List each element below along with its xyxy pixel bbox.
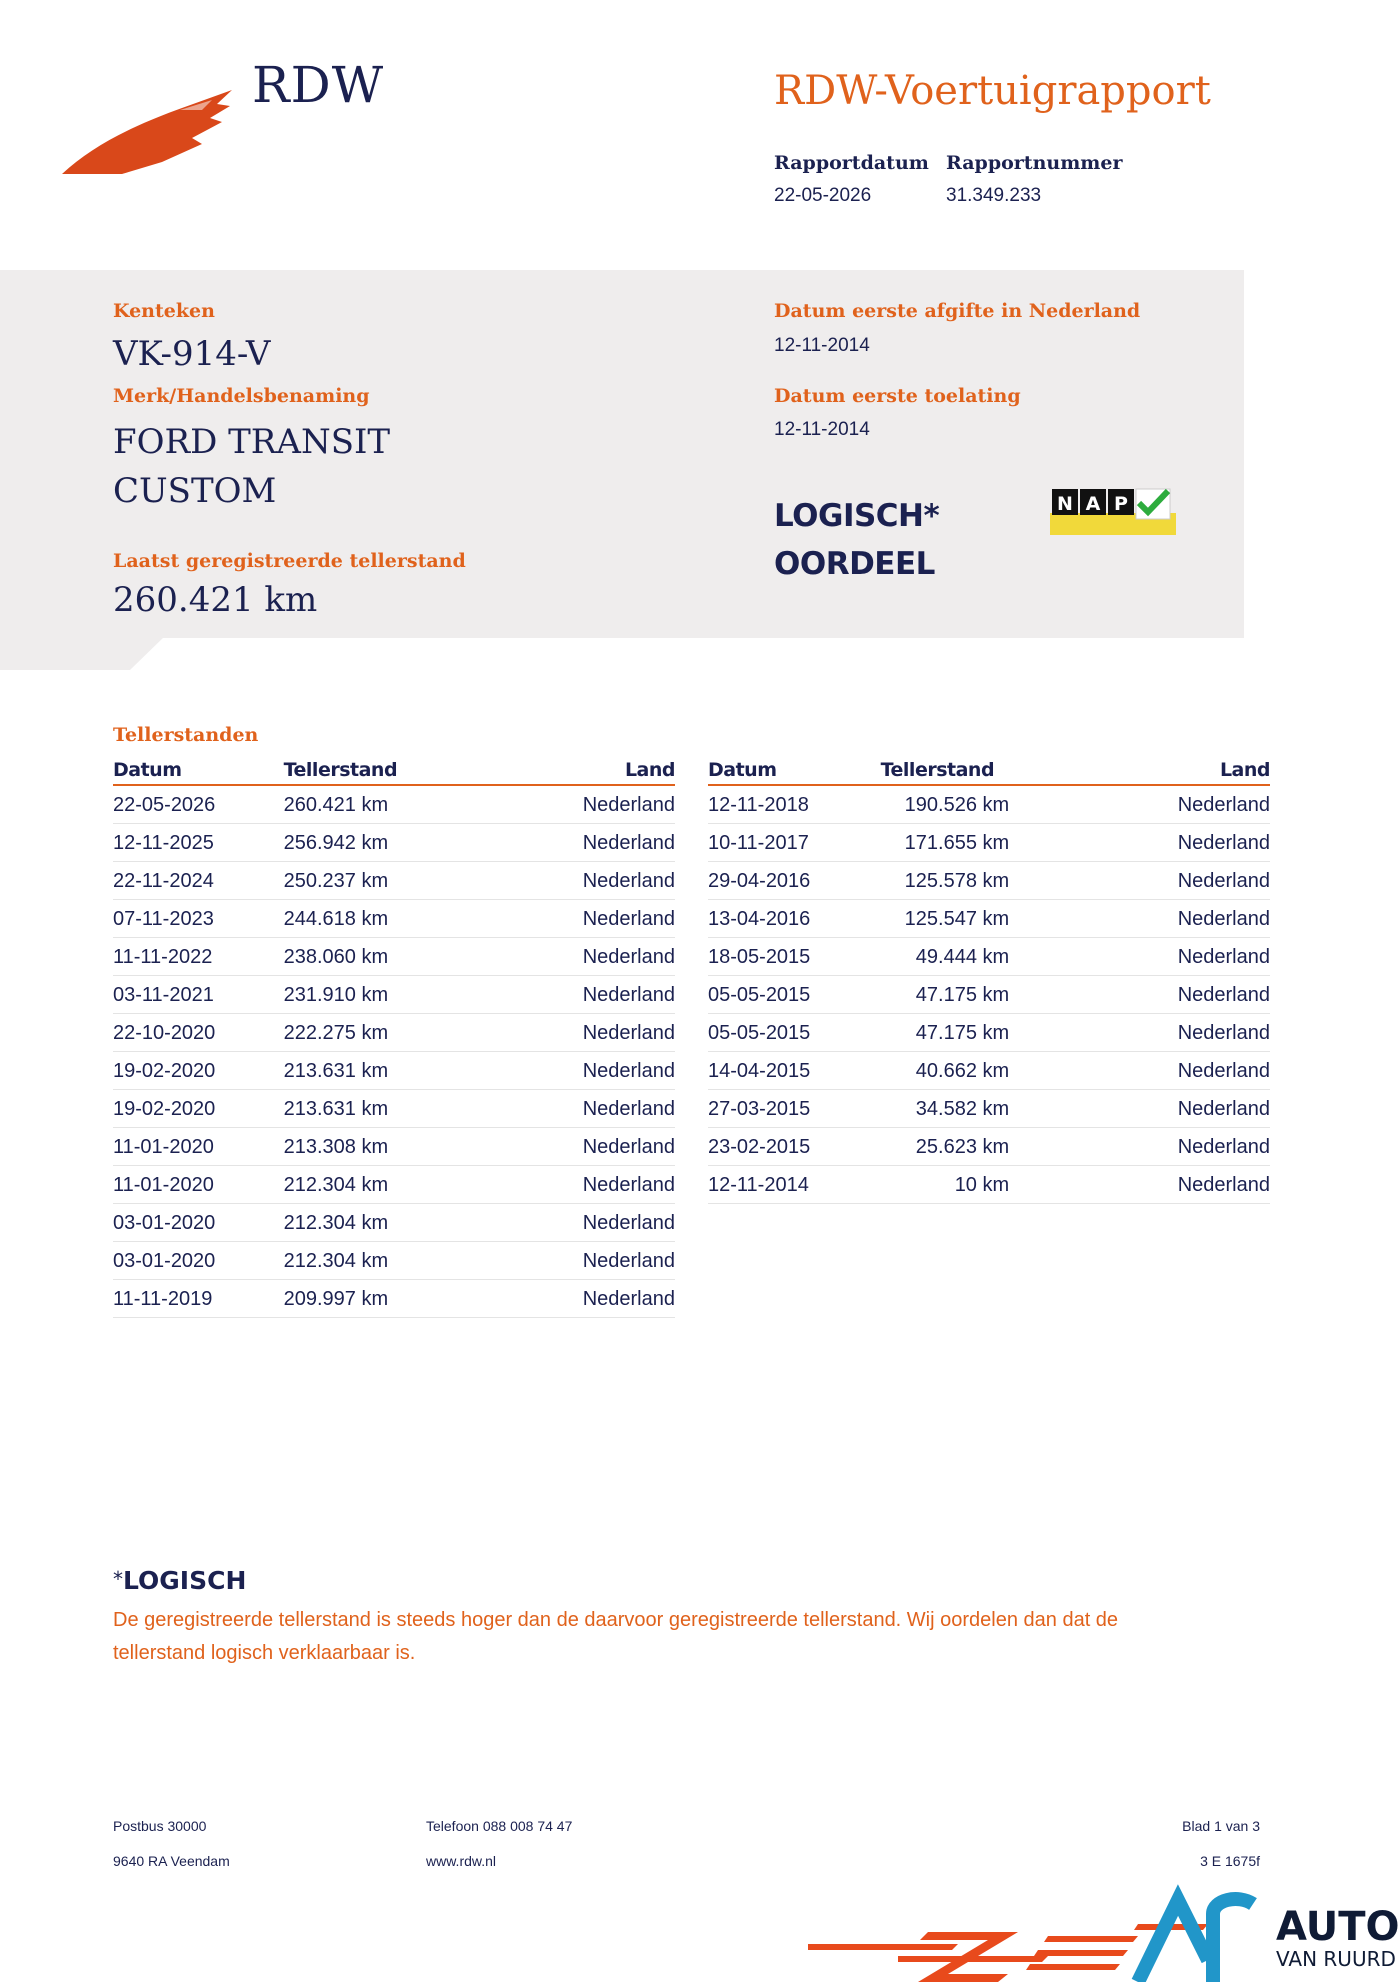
rapportnummer-value: 31.349.233	[946, 185, 1042, 206]
tellerstanden-table-left	[113, 758, 675, 1318]
row-datum: 05-05-2015	[708, 1014, 879, 1052]
tellerstand-label: Laatst geregistreerde tellerstand	[113, 550, 466, 572]
row-datum: 18-05-2015	[708, 938, 879, 976]
row-tellerstand: 256.942 km	[284, 824, 445, 862]
row-datum: 12-11-2018	[708, 785, 879, 824]
nap-letter-n: N	[1057, 493, 1073, 515]
column-header-tellerstand: Tellerstand	[879, 758, 1040, 785]
row-datum: 03-01-2020	[113, 1204, 284, 1242]
tellerstanden-title: Tellerstanden	[113, 724, 259, 746]
row-datum: 11-01-2020	[113, 1166, 284, 1204]
table-row	[113, 824, 675, 862]
row-tellerstand: 209.997 km	[284, 1280, 445, 1318]
row-tellerstand: 238.060 km	[284, 938, 445, 976]
row-land: Nederland	[444, 862, 675, 900]
row-datum: 22-05-2026	[113, 785, 284, 824]
nap-letter-p: P	[1114, 493, 1128, 515]
row-tellerstand: 212.304 km	[284, 1166, 445, 1204]
table-row	[113, 900, 675, 938]
row-datum: 12-11-2025	[113, 824, 284, 862]
row-tellerstand: 213.631 km	[284, 1090, 445, 1128]
note-asterisk: *	[113, 1567, 123, 1591]
row-land: Nederland	[444, 1052, 675, 1090]
table-row	[708, 1128, 1270, 1166]
table-header-row	[113, 758, 675, 785]
afgifte-value: 12-11-2014	[774, 335, 870, 356]
table-row	[708, 976, 1270, 1014]
row-tellerstand: 212.304 km	[284, 1204, 445, 1242]
row-land: Nederland	[444, 785, 675, 824]
footer-postbus: Postbus 30000	[113, 1818, 207, 1834]
kenteken-label: Kenteken	[113, 300, 215, 322]
row-datum: 14-04-2015	[708, 1052, 879, 1090]
panel-notch-shape	[0, 636, 165, 670]
table-row	[708, 1090, 1270, 1128]
row-tellerstand: 213.631 km	[284, 1052, 445, 1090]
column-header-datum: Datum	[113, 758, 284, 785]
oordeel-line1: LOGISCH*	[774, 498, 940, 534]
row-land: Nederland	[1039, 862, 1270, 900]
kenteken-value: VK-914-V	[113, 334, 271, 374]
merk-value-line2: CUSTOM	[113, 471, 277, 511]
row-datum: 29-04-2016	[708, 862, 879, 900]
row-land: Nederland	[1039, 1128, 1270, 1166]
row-tellerstand: 190.526 km	[879, 785, 1040, 824]
row-land: Nederland	[444, 900, 675, 938]
row-land: Nederland	[1039, 785, 1270, 824]
table-row	[113, 1166, 675, 1204]
table-row	[708, 1052, 1270, 1090]
row-datum: 10-11-2017	[708, 824, 879, 862]
table-row	[113, 1128, 675, 1166]
row-land: Nederland	[444, 1090, 675, 1128]
rdw-logo-text: RDW	[252, 56, 385, 114]
row-tellerstand: 49.444 km	[879, 938, 1040, 976]
table-row	[708, 938, 1270, 976]
rapportdatum-label: Rapportdatum	[774, 152, 929, 174]
row-datum: 12-11-2014	[708, 1166, 879, 1204]
row-land: Nederland	[444, 1242, 675, 1280]
row-datum: 19-02-2020	[113, 1090, 284, 1128]
tellerstand-value: 260.421 km	[113, 580, 318, 620]
row-tellerstand: 222.275 km	[284, 1014, 445, 1052]
table-row	[708, 1166, 1270, 1204]
table-header-row	[708, 758, 1270, 785]
row-datum: 11-11-2022	[113, 938, 284, 976]
row-land: Nederland	[1039, 1052, 1270, 1090]
row-land: Nederland	[444, 976, 675, 1014]
row-datum: 19-02-2020	[113, 1052, 284, 1090]
watermark-line1: AUTO	[1276, 1904, 1400, 1950]
table-row	[708, 824, 1270, 862]
row-datum: 22-11-2024	[113, 862, 284, 900]
row-land: Nederland	[1039, 976, 1270, 1014]
table-row	[113, 1090, 675, 1128]
oordeel-block	[774, 492, 939, 588]
row-tellerstand: 250.237 km	[284, 862, 445, 900]
row-land: Nederland	[444, 824, 675, 862]
table-row	[113, 785, 675, 824]
rapportdatum-value: 22-05-2026	[774, 185, 872, 206]
row-tellerstand: 213.308 km	[284, 1128, 445, 1166]
row-land: Nederland	[444, 1166, 675, 1204]
table-row	[708, 1014, 1270, 1052]
row-datum: 22-10-2020	[113, 1014, 284, 1052]
column-header-datum: Datum	[708, 758, 879, 785]
row-land: Nederland	[1039, 1166, 1270, 1204]
auto-van-ruurd-watermark	[808, 1870, 1400, 1982]
merk-value-line1: FORD TRANSIT	[113, 422, 391, 462]
row-tellerstand: 260.421 km	[284, 785, 445, 824]
row-datum: 27-03-2015	[708, 1090, 879, 1128]
row-land: Nederland	[444, 1014, 675, 1052]
row-datum: 03-01-2020	[113, 1242, 284, 1280]
row-tellerstand: 25.623 km	[879, 1128, 1040, 1166]
row-land: Nederland	[444, 1204, 675, 1242]
footer-plaats: 9640 RA Veendam	[113, 1853, 230, 1869]
row-tellerstand: 125.547 km	[879, 900, 1040, 938]
row-datum: 05-05-2015	[708, 976, 879, 1014]
row-tellerstand: 47.175 km	[879, 976, 1040, 1014]
table-row	[708, 900, 1270, 938]
row-land: Nederland	[1039, 824, 1270, 862]
table-row	[113, 1052, 675, 1090]
table-row	[113, 1014, 675, 1052]
watermark-line2: VAN RUURD	[1276, 1947, 1396, 1971]
row-land: Nederland	[1039, 1014, 1270, 1052]
footer-website[interactable]: www.rdw.nl	[426, 1853, 497, 1869]
row-datum: 11-11-2019	[113, 1280, 284, 1318]
table-row	[113, 938, 675, 976]
row-tellerstand: 40.662 km	[879, 1052, 1040, 1090]
row-land: Nederland	[444, 1280, 675, 1318]
row-tellerstand: 10 km	[879, 1166, 1040, 1204]
toelating-value: 12-11-2014	[774, 419, 870, 440]
row-land: Nederland	[444, 1128, 675, 1166]
row-datum: 07-11-2023	[113, 900, 284, 938]
row-tellerstand: 212.304 km	[284, 1242, 445, 1280]
footer-blad: Blad 1 van 3	[1182, 1818, 1260, 1834]
column-header-land: Land	[1039, 758, 1270, 785]
footer-code: 3 E 1675f	[1200, 1853, 1260, 1869]
row-tellerstand: 47.175 km	[879, 1014, 1040, 1052]
column-header-tellerstand: Tellerstand	[284, 758, 445, 785]
toelating-label: Datum eerste toelating	[774, 385, 1021, 407]
note-text: De geregistreerde tellerstand is steeds hoger dan de daarvoor geregistreerde tellerstand. Wij oordelen dan dat de tellerstand logisch verklaarbaar is.	[113, 1609, 1119, 1664]
nap-letter-a: A	[1085, 493, 1101, 515]
row-land: Nederland	[1039, 900, 1270, 938]
row-land: Nederland	[1039, 1090, 1270, 1128]
row-datum: 13-04-2016	[708, 900, 879, 938]
report-title: RDW-Voertuigrapport	[774, 68, 1211, 114]
note-title-text: LOGISCH	[123, 1566, 247, 1595]
note-title	[113, 1566, 246, 1595]
oordeel-line2: OORDEEL	[774, 546, 935, 582]
row-land: Nederland	[444, 938, 675, 976]
table-row	[113, 976, 675, 1014]
row-datum: 03-11-2021	[113, 976, 284, 1014]
footer-telefoon: Telefoon 088 008 74 47	[426, 1818, 573, 1834]
row-tellerstand: 171.655 km	[879, 824, 1040, 862]
table-row	[113, 1204, 675, 1242]
row-tellerstand: 125.578 km	[879, 862, 1040, 900]
row-tellerstand: 231.910 km	[284, 976, 445, 1014]
row-datum: 23-02-2015	[708, 1128, 879, 1166]
row-tellerstand: 244.618 km	[284, 900, 445, 938]
rapportnummer-label: Rapportnummer	[946, 152, 1123, 174]
tellerstanden-table-right	[708, 758, 1270, 1204]
merk-label: Merk/Handelsbenaming	[113, 385, 370, 407]
rdw-logo-icon	[62, 86, 232, 181]
table-row	[113, 1280, 675, 1318]
table-row	[113, 1242, 675, 1280]
row-land: Nederland	[1039, 938, 1270, 976]
column-header-land: Land	[444, 758, 675, 785]
table-row	[708, 785, 1270, 824]
row-datum: 11-01-2020	[113, 1128, 284, 1166]
table-row	[708, 862, 1270, 900]
nap-logo-icon	[1050, 487, 1176, 539]
row-tellerstand: 34.582 km	[879, 1090, 1040, 1128]
afgifte-label: Datum eerste afgifte in Nederland	[774, 300, 1141, 322]
table-row	[113, 862, 675, 900]
